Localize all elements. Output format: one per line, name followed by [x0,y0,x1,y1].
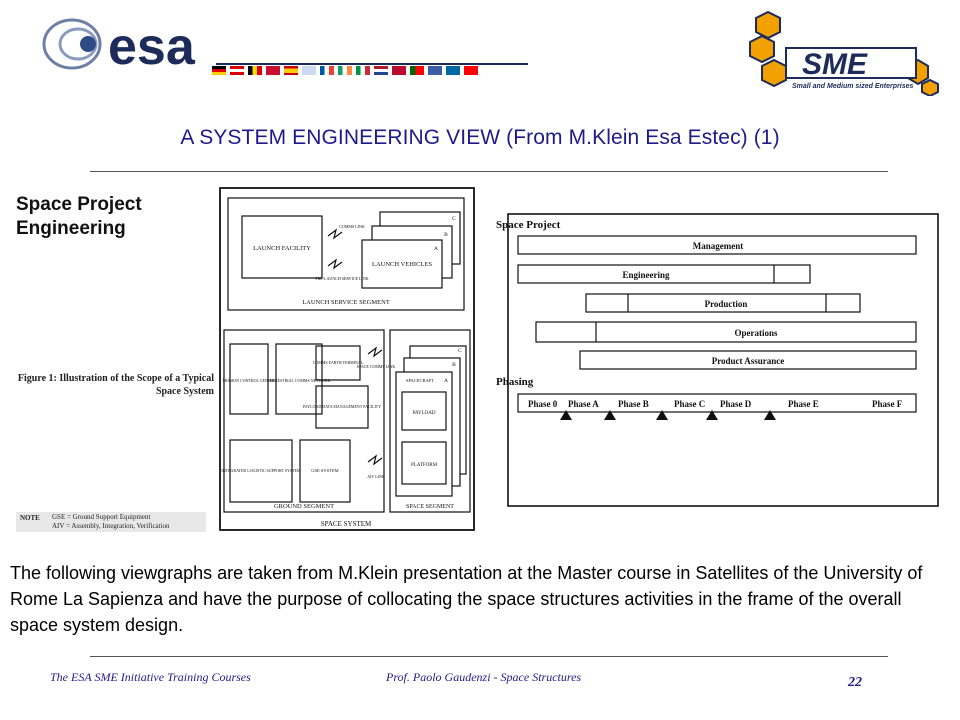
flag-icon [284,66,298,75]
flag-icon [446,66,460,75]
phase-f-label: Phase F [872,399,903,409]
aiv-link-label: AIV LINK [367,474,385,479]
phase-0-label: Phase 0 [528,399,558,409]
space-system-scope-diagram [216,186,478,532]
pre-launch-link-zigzag [328,260,342,268]
flag-icon [230,66,244,75]
letter-b-sc: B [452,362,456,368]
phase-e-label: Phase E [788,399,819,409]
letter-a-top: A [434,246,438,252]
note-line-2: AIV = Assembly, Integration, Verification [52,522,170,530]
letter-c-sc: C [458,348,462,354]
pre-launch-link-label: PRE-LAUNCH SERVICE LINK [315,276,369,281]
title-divider [90,171,888,172]
flag-icon [212,66,226,75]
left-figure-heading [16,193,142,241]
comms-link-label: COMMS LINK [339,224,365,229]
bar-label-operations: Operations [734,328,778,338]
flag-icon [356,66,370,75]
sme-logo-text: SME [802,48,868,81]
ground-segment-label: GROUND SEGMENT [273,503,335,510]
flag-icon [392,66,406,75]
comms-earth-terminal-label: COMMS EARTH TERMINAL [312,360,364,365]
letter-b-top: B [444,232,448,238]
payload-data-label: PAYLOAD DATA MANAGEMENT FACILITY [302,404,382,409]
launch-vehicles-label: LAUNCH VEHICLES [371,261,433,268]
launch-segment-label: LAUNCH SERVICE SEGMENT [302,299,390,306]
platform-label: PLATFORM [410,463,438,468]
heading-line-2: Engineering [16,218,126,239]
flag-icon [374,66,388,75]
note-line-1: GSE = Ground Support Equipment [52,513,151,521]
bar-operations [536,322,916,342]
esa-swirl-icon [44,20,100,68]
esa-logo-text: esa [108,18,195,76]
gse-label: GSE SYSTEM [311,468,339,473]
figure-caption: Figure 1: Illustration of the Scope of a Typical Space System [17,373,214,397]
space-project-label: Space Project [496,219,561,231]
spacecraft-label: SPACECRAFT [405,378,435,383]
phase-d-label: Phase D [720,399,752,409]
payload-label: PAYLOAD [412,411,436,416]
spacecraft-a [396,372,452,496]
sme-tagline: Small and Medium sized Enterprises [792,83,914,90]
footer-divider [90,656,888,657]
aiv-link-zigzag [368,456,382,464]
mission-control-label: MISSION CONTROL CENTRE [222,378,276,383]
space-segment-label: SPACE SEGMENT [406,504,454,510]
page-number: 22 [848,675,862,690]
flag-icon [302,66,316,75]
terrestrial-comms-label: TERRESTRIAL COMMS NETWORK [267,378,331,383]
bar-label-production: Production [704,299,748,309]
phase-a-label: Phase A [568,399,599,409]
letter-a-sc: A [444,378,448,384]
phasing-label: Phasing [496,376,534,388]
flag-icon [338,66,352,75]
letter-c-top: C [452,216,456,222]
bar-label-product-assurance: Product Assurance [711,356,785,366]
footer-course: The ESA SME Initiative Training Courses [50,670,251,684]
bar-label-management: Management [692,241,744,251]
flag-icon [464,66,478,75]
flag-icon [266,66,280,75]
comms-link-zigzag [328,230,342,238]
flag-icon [320,66,334,75]
flag-icon [428,66,442,75]
phase-c-label: Phase C [674,399,706,409]
bar-label-engineering: Engineering [622,270,670,280]
flag-icon [410,66,424,75]
note-box [16,512,206,532]
footer-author: Prof. Paolo Gaudenzi - Space Structures [386,670,582,684]
space-system-label: SPACE SYSTEM [320,520,372,528]
page-title: A SYSTEM ENGINEERING VIEW (From M.Klein Esa Estec) (1) [180,126,780,149]
space-project-phasing-diagram [492,200,944,520]
note-label: NOTE [20,514,40,522]
flag-icon [248,66,262,75]
phase-b-label: Phase B [618,399,649,409]
launch-facility-label: LAUNCH FACILITY [253,245,311,252]
space-comms-zigzag [368,348,382,356]
space-comms-link-label: SPACE COMMS LINK [356,364,396,369]
heading-line-1: Space Project [16,194,142,215]
ils-label: INTEGRATED LOGISTIC SUPPORT SYSTEM [221,468,301,473]
sme-logo-icon [742,8,942,96]
body-paragraph: The following viewgraphs are taken from M.Klein presentation at the Master course in Satellites of the University of Rome La Sapienza and have the purpose of collocating the space structures activities in the frame of the overall space system design. [10,563,923,635]
